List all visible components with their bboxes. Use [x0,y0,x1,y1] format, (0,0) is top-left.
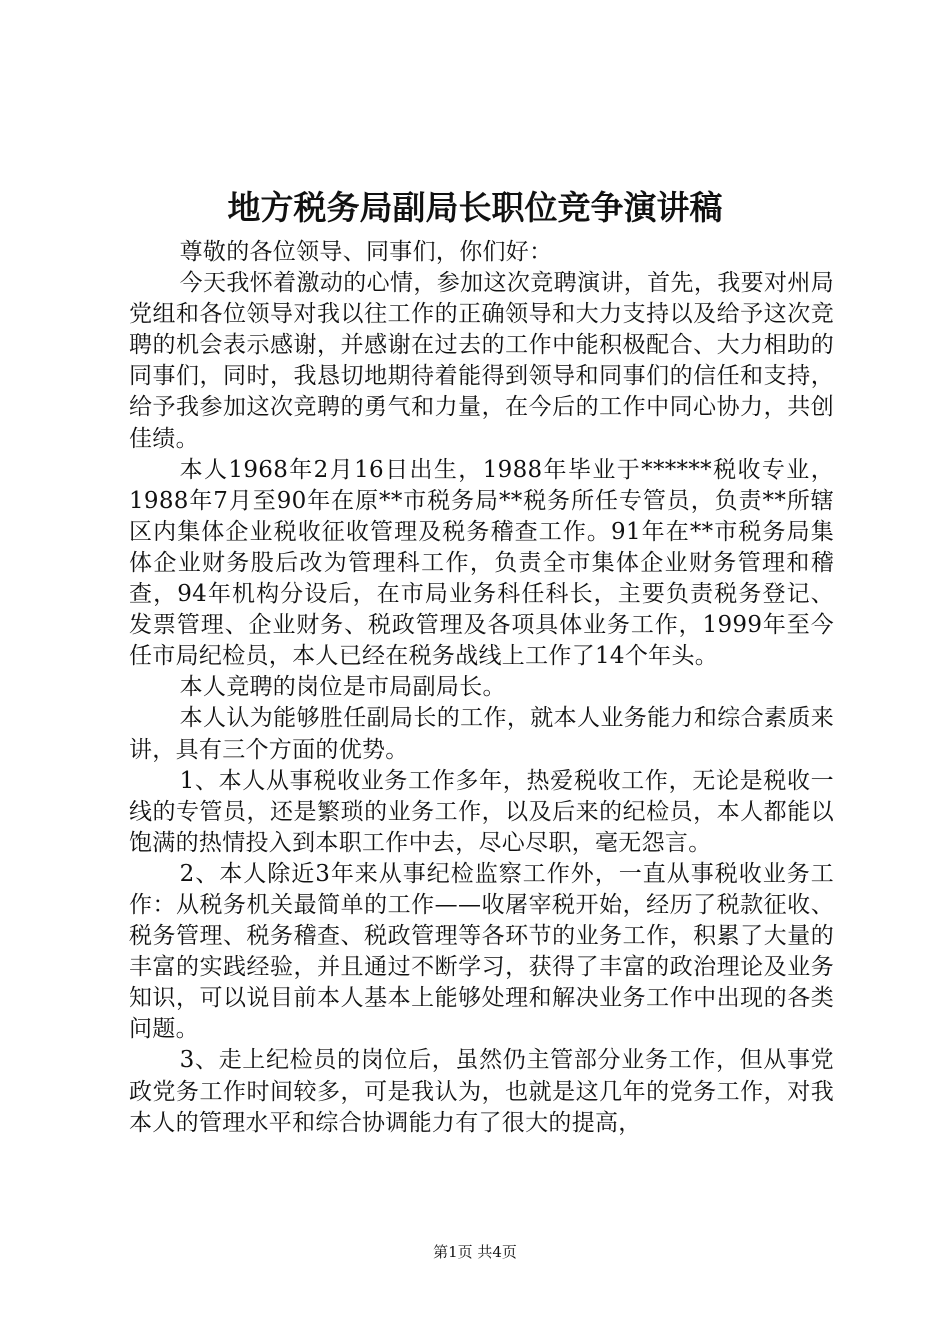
paragraph-advantage-3: 3、走上纪检员的岗位后，虽然仍主管部分业务工作，但从事党政党务工作时间较多，可是我认为，也就是这几年的党务工作，对我本人的管理水平和综合协调能力有了很大的提高， [129,1047,834,1136]
paragraph-advantages-intro: 本人认为能够胜任副局长的工作，就本人业务能力和综合素质来讲，具有三个方面的优势。 [129,705,834,763]
document-title: 地方税务局副局长职位竞争演讲稿 [227,188,723,227]
page-footer: 第1页 共4页 [433,1243,517,1261]
paragraph-greeting: 尊敬的各位领导、同事们，你们好： [179,239,553,265]
paragraph-advantage-1: 1、本人从事税收业务工作多年，热爱税收工作，无论是税收一线的专管员，还是繁琐的业务工作，以及后来的纪检员，本人都能以饱满的热情投入到本职工作中去，尽心尽职，毫无怨言。 [129,767,834,856]
paragraph-background: 本人1968年2月16日出生，1988年毕业于******税收专业，1988年7月至90年在原**市税务局**税务所任专管员，负责**所辖区内集体企业税收征收管理及税务稽查工作。91年在**市税务局集体企业财务股后改为管理科工作，负责全市集体企业财务管理和稽查，94年机构分设后，在市局业务科任科长，主要负责税务登记、发票管理、企业财务、税政管理及各项具体业务工作，1999年至今任市局纪检员，本人已经在税务战线上工作了14个年头。 [129,456,834,670]
paragraph-advantage-2: 2、本人除近3年来从事纪检监察工作外，一直从事税收业务工作：从税务机关最简单的工作——收屠宰税开始，经历了税款征收、税务管理、税务稽查、税政管理等各环节的业务工作，积累了大量的丰富的实践经验，并且通过不断学习，获得了丰富的政治理论及业务知识，可以说目前本人基本上能够处理和解决业务工作中出现的各类问题。 [129,860,834,1043]
paragraph-position: 本人竞聘的岗位是市局副局长。 [179,674,506,701]
paragraph-opening: 今天我怀着激动的心情，参加这次竞聘演讲，首先，我要对州局党组和各位领导对我以往工作的正确领导和大力支持以及给予这次竞聘的机会表示感谢，并感谢在过去的工作中能积极配合、大力相助的同事们，同时，我恳切地期待着能得到领导和同事们的信任和支持，给予我参加这次竞聘的勇气和力量，在今后的工作中同心协力，共创佳绩。 [129,270,834,452]
document-body [129,237,834,1139]
